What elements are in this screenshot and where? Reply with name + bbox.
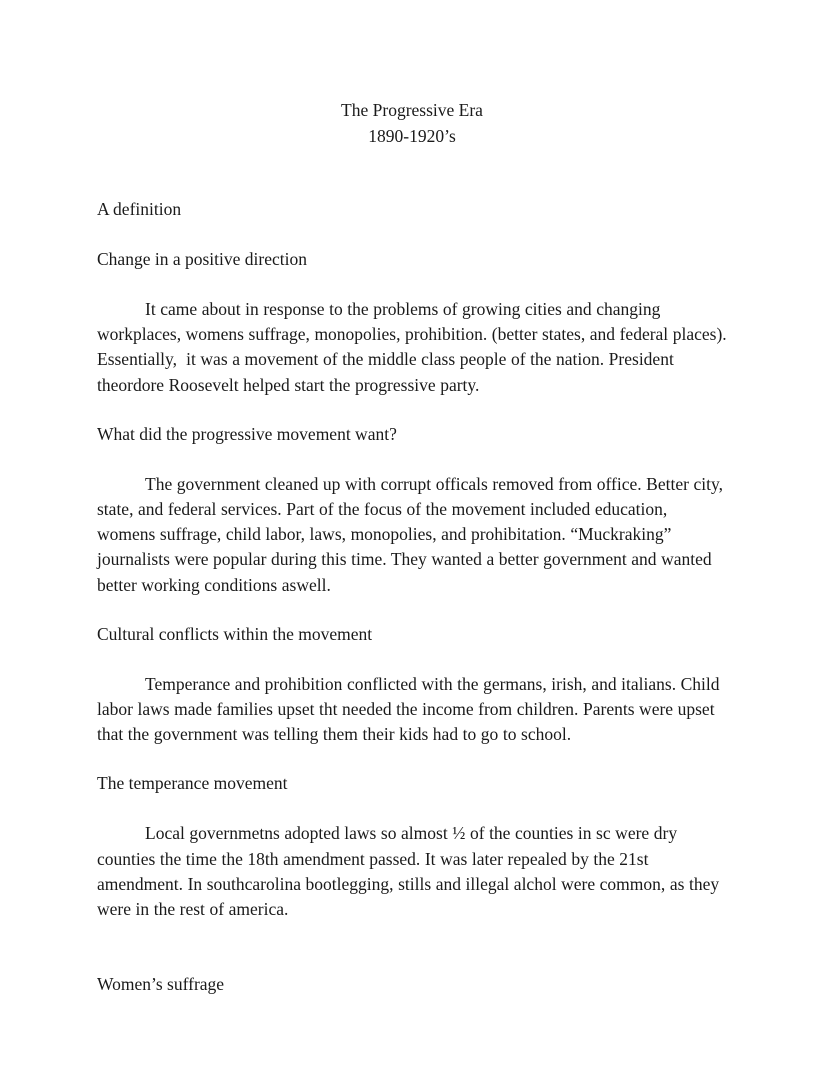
document-body (97, 0, 732, 997)
subheading-change-positive-direction: Change in a positive direction (97, 249, 307, 269)
document-title (97, 97, 727, 149)
spacer (97, 922, 727, 972)
title-line-main: The Progressive Era (341, 100, 483, 120)
heading-what-did-movement-want: What did the progressive movement want? (97, 423, 397, 444)
spacer (97, 598, 727, 622)
section-cultural-conflicts (97, 622, 727, 748)
spacer (97, 796, 727, 821)
spacer-after-title (97, 149, 727, 197)
spacer (97, 647, 727, 672)
paragraph-cultural-conflicts: Temperance and prohibition conflicted with the germans, irish, and italians. Child labor laws made families upset tht needed the income from children. Parents were upset that the government was telling them their kids had to go to school. (97, 673, 725, 745)
section-movement-goals (97, 422, 727, 598)
spacer (97, 272, 727, 297)
spacer (97, 398, 727, 422)
section-temperance (97, 771, 727, 922)
spacer (97, 447, 727, 472)
title-line-dates: 1890-1920’s (368, 126, 456, 146)
paragraph-definition: It came about in response to the problems of growing cities and changing workplaces, womens suffrage, monopolies, prohibition. (better states, and federal places). Essentially, it was a movement of the middle class people of the nation. President theordore Roosevelt helped start the progressive party. (97, 299, 732, 395)
heading-a-definition: A definition (97, 199, 182, 219)
spacer (97, 747, 727, 771)
heading-temperance-movement: The temperance movement (97, 773, 288, 794)
heading-cultural-conflicts: Cultural conflicts within the movement (97, 623, 373, 644)
spacer (97, 222, 727, 247)
section-definition (97, 197, 732, 398)
section-womens-suffrage (97, 972, 727, 997)
paragraph-temperance: Local governmetns adopted laws so almost ½ of the counties in sc were dry counties the time the 18th amendment passed. It was later repealed by the 21st amendment. In southcarolina bootlegging, stills and illegal alchol were common, as they were in the rest of america. (97, 823, 724, 920)
heading-womens-suffrage: Women’s suffrage (97, 974, 225, 995)
paragraph-movement-goals: The government cleaned up with corrupt officals removed from office. Better city, state, and federal services. Part of the focus of the movement included education, womens suffrage, child labor, laws, monopolies, and prohibitation. “Muckraking” journalists were popular during this time. They wanted a better government and wanted better working conditions aswell. (97, 473, 728, 595)
